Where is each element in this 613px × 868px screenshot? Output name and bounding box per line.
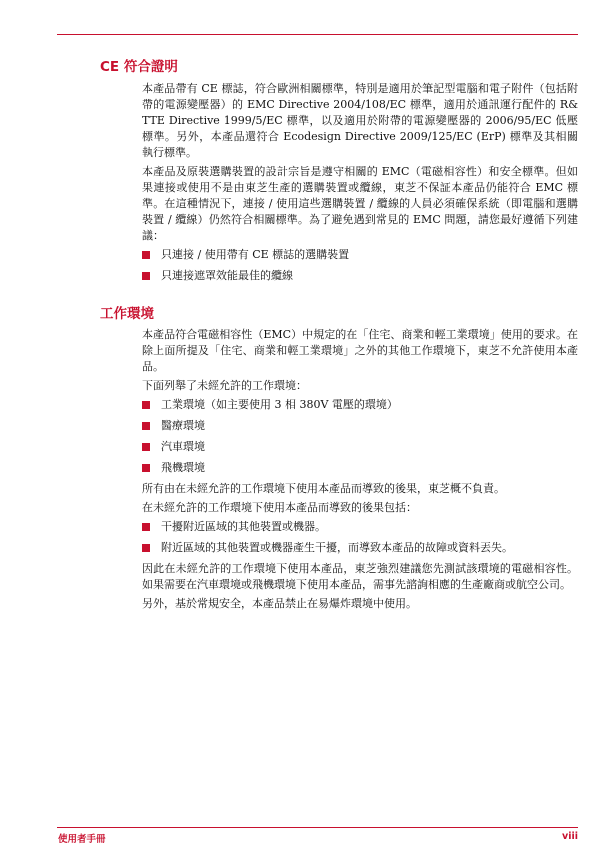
env-paragraph-6: 另外，基於常規安全，本產品禁止在易爆炸環境中使用。	[142, 597, 417, 610]
bullet-square-icon	[142, 464, 150, 472]
env-heading: 工作環境	[100, 306, 154, 322]
footer-manual-title: 使用者手冊	[58, 834, 106, 845]
list-item: 附近區域的其他裝置或機器產生干擾，而導致本產品的故障或資料丟失。	[142, 540, 578, 556]
env-paragraph-5: 因此在未經允許的工作環境下使用本產品，東芝強烈建議您先測試該環境的電磁相容性。如果需要在汽車環境或飛機環境下使用本產品，需事先諮詢相應的生產廠商或航空公司。	[142, 562, 578, 591]
page-number: viii	[562, 831, 578, 842]
ce-paragraph-1: 本產品帶有 CE 標誌，符合歐洲相關標準，特別是適用於筆記型電腦和電子附件（包括附帶的電源變壓器）的 EMC Directive 2004/108/EC 標準，適用於通訊運行配件的 R&TTE Directive 1999/5/EC 標準，以及適用於附帶的電源變壓器的 2006/95/EC 低壓標準。另外，本產品還符合 Ecodesign Directive 2009/125/EC (ErP) 標準及其相關執行標準。	[142, 82, 578, 159]
ce-bullet-list	[142, 247, 578, 284]
bullet-square-icon	[142, 422, 150, 430]
list-item: 汽車環境	[142, 439, 578, 455]
bullet-square-icon	[142, 272, 150, 280]
bullet-square-icon	[142, 523, 150, 531]
ce-paragraph-2: 本產品及原裝選購裝置的設計宗旨是遵守相關的 EMC（電磁相容性）和安全標準。但如果連接或使用不是由東芝生產的選購裝置或纜線，東芝不保証本產品仍能符合 EMC 標準。在這種情況下，連接 / 使用這些選購裝置 / 纜線的人員必須確保系統（即電腦和選購裝置 / 纜線）仍然符合相關標準。為了避免遇到常見的 EMC 問題，請您最好遵循下列建議：	[142, 165, 578, 242]
ce-heading: CE 符合證明	[100, 59, 178, 75]
env-paragraph-4: 在未經允許的工作環境下使用本產品而導致的後果包括：	[142, 501, 417, 514]
env-bullet-list-2	[142, 519, 578, 556]
list-item: 只連接遮罩效能最佳的纜線	[142, 268, 578, 284]
footer-rule	[57, 827, 578, 828]
list-item: 只連接 / 使用帶有 CE 標誌的選購裝置	[142, 247, 578, 263]
list-item: 干擾附近區域的其他裝置或機器。	[142, 519, 578, 535]
header-rule	[57, 34, 578, 35]
env-paragraph-2: 下面列舉了未經允許的工作環境：	[142, 379, 307, 392]
env-paragraph-1: 本產品符合電磁相容性（EMC）中規定的在「住宅、商業和輕工業環境」使用的要求。在除上面所提及「住宅、商業和輕工業環境」之外的其他工作環境下，東芝不允許使用本產品。	[142, 328, 578, 373]
ce-section-body	[142, 81, 578, 289]
env-paragraph-3: 所有由在未經允許的工作環境下使用本產品而導致的後果，東芝概不負責。	[142, 482, 505, 495]
env-section-body	[142, 327, 578, 615]
bullet-square-icon	[142, 544, 150, 552]
env-bullet-list-1	[142, 397, 578, 476]
list-item: 醫療環境	[142, 418, 578, 434]
list-item: 飛機環境	[142, 460, 578, 476]
list-item: 工業環境（如主要使用 3 相 380V 電壓的環境）	[142, 397, 578, 413]
bullet-square-icon	[142, 443, 150, 451]
bullet-square-icon	[142, 401, 150, 409]
bullet-square-icon	[142, 251, 150, 259]
